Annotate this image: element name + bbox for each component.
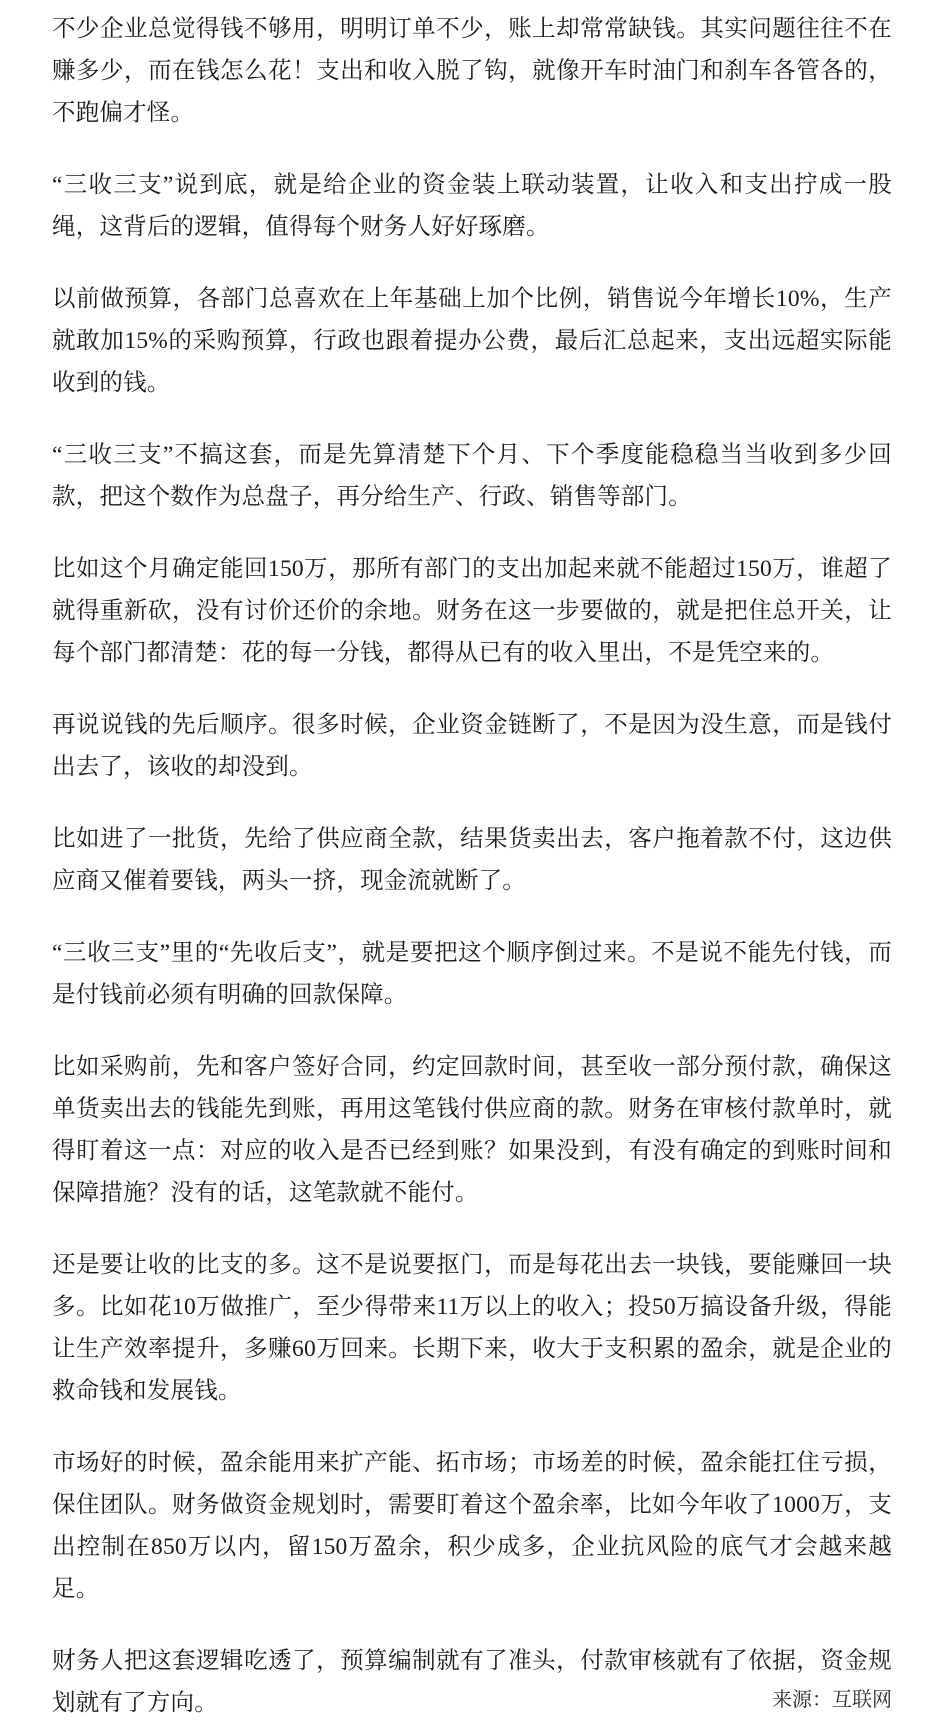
paragraph: 还是要让收的比支的多。这不是说要抠门，而是每花出去一块钱，要能赚回一块多。比如花10万做推广，至少得带来11万以上的收入；投50万搞设备升级，得能让生产效率提升，多赚60万回来。长期下来，收大于支积累的盈余，就是企业的救命钱和发展钱。: [52, 1252, 892, 1404]
article-body: [52, 8, 892, 1724]
source-attribution: 来源：互联网: [772, 1689, 892, 1711]
paragraph: 以前做预算，各部门总喜欢在上年基础上加个比例，销售说今年增长10%，生产就敢加15%的采购预算，行政也跟着提办公费，最后汇总起来，支出远超实际能收到的钱。: [52, 286, 892, 396]
paragraph: 比如进了一批货，先给了供应商全款，结果货卖出去，客户拖着款不付，这边供应商又催着要钱，两头一挤，现金流就断了。: [52, 826, 892, 894]
paragraph: 比如采购前，先和客户签好合同，约定回款时间，甚至收一部分预付款，确保这单货卖出去的钱能先到账，再用这笔钱付供应商的款。财务在审核付款单时，就得盯着这一点：对应的收入是否已经到账？如果没到，有没有确定的到账时间和保障措施？没有的话，这笔款就不能付。: [52, 1054, 892, 1206]
paragraph: 比如这个月确定能回150万，那所有部门的支出加起来就不能超过150万，谁超了就得重新砍，没有讨价还价的余地。财务在这一步要做的，就是把住总开关，让每个部门都清楚：花的每一分钱，都得从已有的收入里出，不是凭空来的。: [52, 556, 892, 666]
paragraph: “三收三支”里的“先收后支”，就是要把这个顺序倒过来。不是说不能先付钱，而是付钱前必须有明确的回款保障。: [52, 940, 892, 1008]
paragraph: “三收三支”不搞这套，而是先算清楚下个月、下个季度能稳稳当当收到多少回款，把这个数作为总盘子，再分给生产、行政、销售等部门。: [52, 442, 892, 510]
paragraph: 不少企业总觉得钱不够用，明明订单不少，账上却常常缺钱。其实问题往往不在赚多少，而在钱怎么花！支出和收入脱了钩，就像开车时油门和刹车各管各的，不跑偏才怪。: [52, 16, 892, 126]
paragraph: 市场好的时候，盈余能用来扩产能、拓市场；市场差的时候，盈余能扛住亏损，保住团队。财务做资金规划时，需要盯着这个盈余率，比如今年收了1000万，支出控制在850万以内，留150万盈余，积少成多，企业抗风险的底气才会越来越足。: [52, 1450, 892, 1602]
paragraph: 再说说钱的先后顺序。很多时候，企业资金链断了，不是因为没生意，而是钱付出去了，该收的却没到。: [52, 712, 892, 780]
paragraph: “三收三支”说到底，就是给企业的资金装上联动装置，让收入和支出拧成一股绳，这背后的逻辑，值得每个财务人好好琢磨。: [52, 172, 892, 240]
paragraph: 财务人把这套逻辑吃透了，预算编制就有了准头，付款审核就有了依据，资金规划就有了方向。: [52, 1648, 892, 1716]
